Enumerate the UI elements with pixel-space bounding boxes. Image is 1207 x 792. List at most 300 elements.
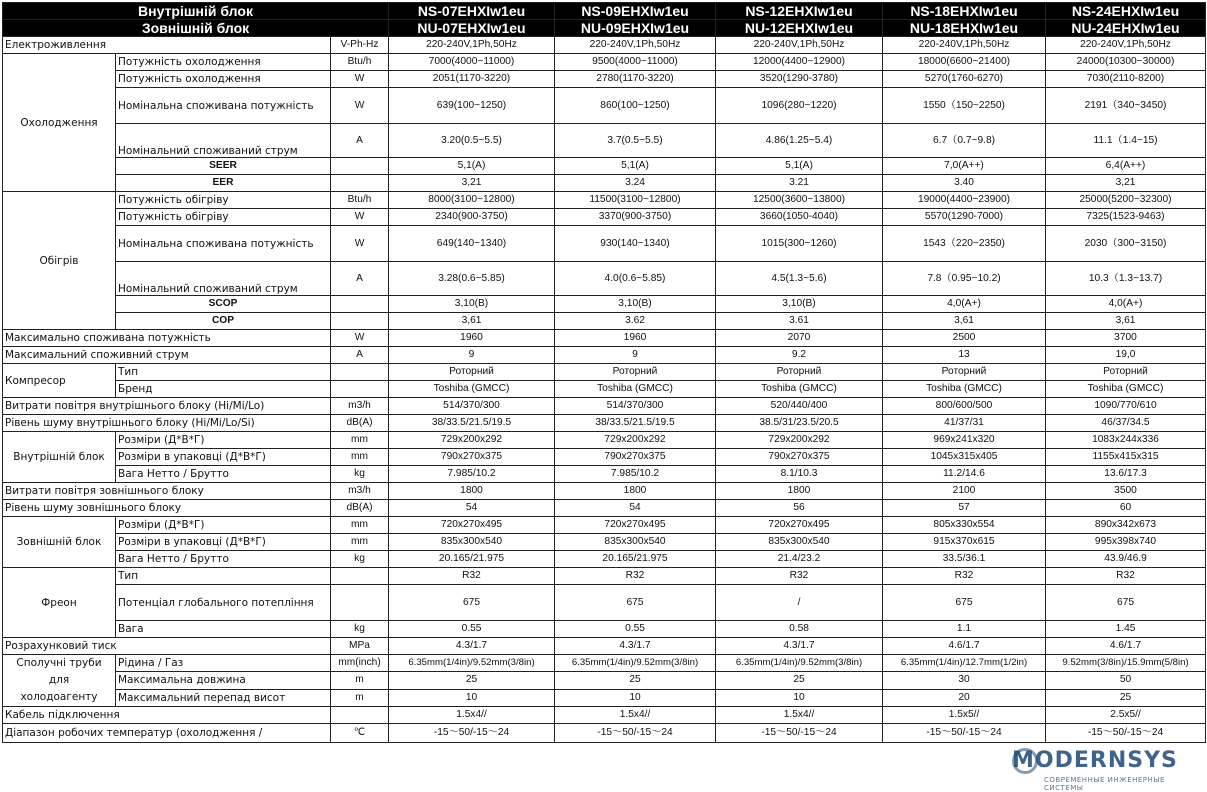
outdoor-packing-value: 835x300x540 xyxy=(555,534,716,551)
refrigerant-type-value: R32 xyxy=(883,568,1046,585)
pipe-liquid-gas-value: 9.52mm(3/8in)/15.9mm(5/8in) xyxy=(1046,655,1206,672)
design-pressure-value: 4.3/1.7 xyxy=(716,638,883,655)
cop-value: 3,61 xyxy=(883,313,1046,330)
outdoor-weight-value: 20.165/21.975 xyxy=(555,551,716,568)
cooling-rated-current-value: 3.7(0.5~5.5) xyxy=(555,124,716,158)
cooling-rated-input-value: 1096(280~1220) xyxy=(716,88,883,124)
refrigerant-weight-label: Вага xyxy=(116,621,331,638)
heating-rated-input-unit: W xyxy=(331,226,389,262)
outdoor-weight-value: 43.9/46.9 xyxy=(1046,551,1206,568)
indoor-airflow-value: 800/600/500 xyxy=(883,398,1046,415)
indoor-dimensions-value: 969x241x320 xyxy=(883,432,1046,449)
heating-rated-input-value: 1543（220~2350) xyxy=(883,226,1046,262)
outdoor-noise-row xyxy=(3,500,1206,517)
cooling-capacity-btu-value: 24000(10300~30000) xyxy=(1046,54,1206,71)
indoor-packing-value: 790x270x375 xyxy=(389,449,555,466)
indoor-weight-value: 11.2/14.6 xyxy=(883,466,1046,483)
heating-capacity-btu-value: 19000(4400~23900) xyxy=(883,192,1046,209)
pipe-max-height-row xyxy=(3,689,1206,706)
heating-rated-current-value: 3.28(0.6~5.85) xyxy=(389,262,555,296)
scop-value: 4,0(A+) xyxy=(1046,296,1206,313)
indoor-weight-value: 8.1/10.3 xyxy=(716,466,883,483)
compressor-type-value: Роторний xyxy=(555,364,716,381)
heating-rated-current-value: 4.0(0.6~5.85) xyxy=(555,262,716,296)
heating-capacity-w-unit: W xyxy=(331,209,389,226)
indoor-packing-value: 790x270x375 xyxy=(555,449,716,466)
power-supply-value: 220-240V,1Ph,50Hz xyxy=(389,37,555,54)
power-supply-value: 220-240V,1Ph,50Hz xyxy=(555,37,716,54)
indoor-dimensions-value: 729x200x292 xyxy=(555,432,716,449)
connection-cable-row xyxy=(3,707,1206,724)
heating-rated-current-label: Номінальний споживаний струм xyxy=(116,262,331,296)
design-pressure-value: 4.6/1.7 xyxy=(1046,638,1206,655)
pipe-liquid-gas-value: 6.35mm(1/4in)/9.52mm(3/8in) xyxy=(555,655,716,672)
heating-capacity-btu-label: Потужність обігріву xyxy=(116,192,331,209)
design-pressure-value: 4.3/1.7 xyxy=(555,638,716,655)
cooling-rated-input-value: 2191（340~3450) xyxy=(1046,88,1206,124)
indoor-noise-value: 38/33.5/21.5/19.5 xyxy=(389,415,555,432)
max-current-value: 9 xyxy=(389,347,555,364)
scop-label: SCOP xyxy=(116,296,331,313)
outdoor-weight-label: Вага Нетто / Брутто xyxy=(116,551,331,568)
heating-capacity-w-value: 3370(900-3750) xyxy=(555,209,716,226)
eer-value: 3.24 xyxy=(555,175,716,192)
outdoor-packing-value: 995x398x740 xyxy=(1046,534,1206,551)
indoor-noise-value: 41/37/31 xyxy=(883,415,1046,432)
refrigerant-gwp-value: 675 xyxy=(555,585,716,621)
header-indoor-row xyxy=(3,3,1206,20)
piping-group-line: холодоагенту xyxy=(20,691,98,703)
outdoor-airflow-label: Витрати повітря зовнішнього блоку xyxy=(3,483,331,500)
cooling-rated-input-label: Номінальна споживана потужність xyxy=(116,88,331,124)
outdoor-airflow-value: 1800 xyxy=(716,483,883,500)
heating-rated-current-value: 7.8（0.95~10.2) xyxy=(883,262,1046,296)
compressor-brand-value: Toshiba (GMCC) xyxy=(389,381,555,398)
indoor-noise-value: 38/33.5/21.5/19.5 xyxy=(555,415,716,432)
outdoor-packing-value: 835x300x540 xyxy=(716,534,883,551)
logo-tagline: СОВРЕМЕННЫЕ ИНЖЕНЕРНЫЕ СИСТЕМЫ xyxy=(1044,776,1165,792)
outdoor-airflow-value: 2100 xyxy=(883,483,1046,500)
max-current-value: 9.2 xyxy=(716,347,883,364)
compressor-brand-value: Toshiba (GMCC) xyxy=(716,381,883,398)
heating-capacity-w-label: Потужність обігріву xyxy=(116,209,331,226)
cooling-capacity-w-value: 5270(1760-6270) xyxy=(883,71,1046,88)
refrigerant-type-value: R32 xyxy=(716,568,883,585)
max-current-row xyxy=(3,347,1206,364)
refrigerant-type-label: Тип xyxy=(116,568,331,585)
heating-rated-input-label: Номінальна споживана потужність xyxy=(116,226,331,262)
refrigerant-weight-value: 1.45 xyxy=(1046,621,1206,638)
outdoor-packing-label: Розміри в упаковці (Д*В*Г) xyxy=(116,534,331,551)
compressor-brand-label: Бренд xyxy=(116,381,331,398)
max-current-value: 19,0 xyxy=(1046,347,1206,364)
max-power-label: Максимально споживана потужність xyxy=(3,330,331,347)
max-current-label: Максимальний споживний струм xyxy=(3,347,331,364)
indoor-airflow-value: 514/370/300 xyxy=(555,398,716,415)
max-current-value: 9 xyxy=(555,347,716,364)
refrigerant-gwp-row xyxy=(3,585,1206,621)
scop-value: 4,0(A+) xyxy=(883,296,1046,313)
heating-rated-input-row xyxy=(3,226,1206,262)
outdoor-packing-value: 915x370x615 xyxy=(883,534,1046,551)
refrigerant-weight-unit: kg xyxy=(331,621,389,638)
compressor-type-value: Роторний xyxy=(389,364,555,381)
power-supply-unit: V-Ph-Hz xyxy=(331,37,389,54)
heating-capacity-w-row xyxy=(3,209,1206,226)
indoor-model: NS-18EHXIw1eu xyxy=(883,3,1046,20)
cooling-rated-current-unit: A xyxy=(331,124,389,158)
outdoor-weight-value: 21.4/23.2 xyxy=(716,551,883,568)
eer-value: 3,21 xyxy=(1046,175,1206,192)
outdoor-dimensions-row xyxy=(3,517,1206,534)
connection-cable-value: 1.5x4// xyxy=(555,707,716,724)
power-supply-value: 220-240V,1Ph,50Hz xyxy=(716,37,883,54)
refrigerant-type-value: R32 xyxy=(389,568,555,585)
seer-value: 7,0(A++) xyxy=(883,158,1046,175)
max-power-unit: W xyxy=(331,330,389,347)
compressor-type-value: Роторний xyxy=(1046,364,1206,381)
heating-capacity-btu-row xyxy=(3,192,1206,209)
compressor-brand-unit xyxy=(331,381,389,398)
heating-capacity-w-value: 5570(1290-7000) xyxy=(883,209,1046,226)
outdoor-dimensions-value: 890x342x673 xyxy=(1046,517,1206,534)
outdoor-weight-row xyxy=(3,551,1206,568)
pipe-liquid-gas-value: 6.35mm(1/4in)/9.52mm(3/8in) xyxy=(716,655,883,672)
heating-capacity-w-value: 2340(900-3750) xyxy=(389,209,555,226)
refrigerant-weight-value: 0.58 xyxy=(716,621,883,638)
indoor-noise-value: 46/37/34.5 xyxy=(1046,415,1206,432)
outdoor-noise-value: 60 xyxy=(1046,500,1206,517)
outdoor-noise-label: Рівень шуму зовнішнього блоку xyxy=(3,500,331,517)
cop-unit xyxy=(331,313,389,330)
heating-rated-current-row xyxy=(3,262,1206,296)
indoor-dimensions-label: Розміри (Д*В*Г) xyxy=(116,432,331,449)
operating-range-unit: ℃ xyxy=(331,724,389,743)
eer-value: 3.21 xyxy=(716,175,883,192)
refrigerant-gwp-value: / xyxy=(716,585,883,621)
indoor-dimensions-value: 729x200x292 xyxy=(716,432,883,449)
indoor-noise-value: 38.5/31/23.5/20.5 xyxy=(716,415,883,432)
operating-range-row xyxy=(3,724,1206,743)
operating-range-value: -15～50/-15～24 xyxy=(555,724,716,743)
outdoor-packing-row xyxy=(3,534,1206,551)
heating-rated-current-unit: A xyxy=(331,262,389,296)
power-supply-value: 220-240V,1Ph,50Hz xyxy=(1046,37,1206,54)
outdoor-weight-unit: kg xyxy=(331,551,389,568)
heating-capacity-btu-value: 25000(5200~32300) xyxy=(1046,192,1206,209)
pipe-max-length-value: 25 xyxy=(555,672,716,689)
design-pressure-label: Розрахунковий тиск xyxy=(3,638,331,655)
eer-value: 3.40 xyxy=(883,175,1046,192)
refrigerant-weight-value: 1.1 xyxy=(883,621,1046,638)
heating-capacity-btu-value: 11500(3100~12800) xyxy=(555,192,716,209)
indoor-weight-unit: kg xyxy=(331,466,389,483)
cooling-rated-current-value: 11.1（1.4~15) xyxy=(1046,124,1206,158)
outdoor-airflow-value: 3500 xyxy=(1046,483,1206,500)
indoor-weight-label: Вага Нетто / Брутто xyxy=(116,466,331,483)
pipe-max-height-unit: m xyxy=(331,689,389,706)
max-power-row xyxy=(3,330,1206,347)
scop-value: 3,10(B) xyxy=(389,296,555,313)
refrigerant-weight-row xyxy=(3,621,1206,638)
cop-row xyxy=(3,313,1206,330)
outdoor-noise-value: 54 xyxy=(389,500,555,517)
cooling-capacity-w-label: Потужність охолодження xyxy=(116,71,331,88)
outdoor-noise-value: 54 xyxy=(555,500,716,517)
spec-table xyxy=(2,2,1206,743)
outdoor-noise-unit: dB(A) xyxy=(331,500,389,517)
cooling-rated-current-value: 4.86(1.25~5.4) xyxy=(716,124,883,158)
cooling-rated-current-row xyxy=(3,124,1206,158)
cooling-capacity-btu-value: 18000(6600~21400) xyxy=(883,54,1046,71)
indoor-dimensions-row xyxy=(3,432,1206,449)
cooling-rated-current-value: 3.20(0.5~5.5) xyxy=(389,124,555,158)
indoor-packing-label: Розміри в упаковці (Д*В*Г) xyxy=(116,449,331,466)
compressor-type-value: Роторний xyxy=(716,364,883,381)
connection-cable-value: 1.5x4// xyxy=(389,707,555,724)
cooling-capacity-btu-label: Потужність охолодження xyxy=(116,54,331,71)
indoor-airflow-row xyxy=(3,398,1206,415)
max-power-value: 2070 xyxy=(716,330,883,347)
cop-label: COP xyxy=(116,313,331,330)
scop-value: 3,10(B) xyxy=(555,296,716,313)
outdoor-packing-value: 835x300x540 xyxy=(389,534,555,551)
indoor-packing-value: 1155x415x315 xyxy=(1046,449,1206,466)
indoor-model: NS-09EHXIw1eu xyxy=(555,3,716,20)
refrigerant-gwp-value: 675 xyxy=(883,585,1046,621)
outdoor-dimensions-label: Розміри (Д*В*Г) xyxy=(116,517,331,534)
cooling-capacity-btu-value: 12000(4400~12900) xyxy=(716,54,883,71)
scop-unit xyxy=(331,296,389,313)
eer-row xyxy=(3,175,1206,192)
compressor-type-label: Тип xyxy=(116,364,331,381)
heating-capacity-btu-unit: Btu/h xyxy=(331,192,389,209)
outdoor-airflow-row xyxy=(3,483,1206,500)
connection-cable-value: 2.5x5// xyxy=(1046,707,1206,724)
indoor-dimensions-unit: mm xyxy=(331,432,389,449)
cooling-rated-input-row xyxy=(3,88,1206,124)
seer-row xyxy=(3,158,1206,175)
max-current-value: 13 xyxy=(883,347,1046,364)
cooling-group-label: Охолодження xyxy=(3,54,116,192)
logo-text: MODERNSYS xyxy=(1012,748,1178,773)
indoor-airflow-value: 514/370/300 xyxy=(389,398,555,415)
pipe-liquid-gas-label: Рідина / Газ xyxy=(116,655,331,672)
cooling-capacity-w-unit: W xyxy=(331,71,389,88)
outdoor-dimensions-value: 805x330x554 xyxy=(883,517,1046,534)
header-outdoor-row xyxy=(3,20,1206,37)
refrigerant-weight-value: 0.55 xyxy=(555,621,716,638)
connection-cable-unit xyxy=(331,707,389,724)
cooling-capacity-w-row xyxy=(3,71,1206,88)
design-pressure-row xyxy=(3,638,1206,655)
pipe-max-height-value: 10 xyxy=(389,689,555,706)
compressor-type-unit xyxy=(331,364,389,381)
design-pressure-unit: MPa xyxy=(331,638,389,655)
operating-range-label: Діапазон робочих температур (охолодження / xyxy=(3,724,331,743)
cooling-capacity-btu-row xyxy=(3,54,1206,71)
pipe-max-length-value: 25 xyxy=(389,672,555,689)
cooling-rated-input-value: 860(100~1250) xyxy=(555,88,716,124)
indoor-weight-row xyxy=(3,466,1206,483)
power-supply-label: Електроживлення xyxy=(3,37,331,54)
indoor-model: NS-24EHXIw1eu xyxy=(1046,3,1206,20)
connection-cable-value: 1.5x5// xyxy=(883,707,1046,724)
indoor-model: NS-12EHXIw1eu xyxy=(716,3,883,20)
heating-rated-input-value: 930(140~1340) xyxy=(555,226,716,262)
indoor-weight-value: 7.985/10.2 xyxy=(555,466,716,483)
cooling-rated-current-value: 6.7（0.7~9.8) xyxy=(883,124,1046,158)
header-indoor-label: Внутрішній блок xyxy=(3,3,389,20)
heating-capacity-w-value: 3660(1050-4040) xyxy=(716,209,883,226)
max-power-value: 3700 xyxy=(1046,330,1206,347)
compressor-group-label: Компресор xyxy=(3,364,116,398)
power-supply-value: 220-240V,1Ph,50Hz xyxy=(883,37,1046,54)
cooling-rated-input-value: 639(100~1250) xyxy=(389,88,555,124)
max-current-unit: A xyxy=(331,347,389,364)
outdoor-dimensions-value: 720x270x495 xyxy=(389,517,555,534)
eer-value: 3,21 xyxy=(389,175,555,192)
scop-value: 3,10(B) xyxy=(716,296,883,313)
connection-cable-label: Кабель підключення xyxy=(3,707,331,724)
piping-group-label xyxy=(3,655,116,707)
indoor-weight-value: 13.6/17.3 xyxy=(1046,466,1206,483)
indoor-airflow-value: 1090/770/610 xyxy=(1046,398,1206,415)
refrigerant-gwp-value: 675 xyxy=(389,585,555,621)
max-power-value: 1960 xyxy=(555,330,716,347)
refrigerant-weight-value: 0.55 xyxy=(389,621,555,638)
seer-value: 5,1(A) xyxy=(389,158,555,175)
cooling-rated-input-unit: W xyxy=(331,88,389,124)
compressor-brand-row xyxy=(3,381,1206,398)
compressor-type-row xyxy=(3,364,1206,381)
operating-range-value: -15～50/-15～24 xyxy=(1046,724,1206,743)
eer-label: EER xyxy=(116,175,331,192)
heating-capacity-w-value: 7325(1523-9463) xyxy=(1046,209,1206,226)
indoor-dimensions-value: 1083x244x336 xyxy=(1046,432,1206,449)
seer-label: SEER xyxy=(116,158,331,175)
indoor-model: NS-07EHXIw1eu xyxy=(389,3,555,20)
outdoor-weight-value: 33.5/36.1 xyxy=(883,551,1046,568)
seer-unit xyxy=(331,158,389,175)
indoor-noise-row xyxy=(3,415,1206,432)
pipe-max-height-label: Максимальний перепад висот xyxy=(116,689,331,706)
cooling-rated-current-label: Номінальний споживаний струм xyxy=(116,124,331,158)
pipe-max-length-value: 25 xyxy=(716,672,883,689)
heating-rated-input-value: 649(140~1340) xyxy=(389,226,555,262)
refrigerant-type-unit xyxy=(331,568,389,585)
indoor-airflow-label: Витрати повітря внутрішнього блоку (Hi/Mi/Lo) xyxy=(3,398,331,415)
outdoor-model: NU-18EHXIw1eu xyxy=(883,20,1046,37)
outdoor-noise-value: 57 xyxy=(883,500,1046,517)
outdoor-packing-unit: mm xyxy=(331,534,389,551)
cooling-capacity-w-value: 3520(1290-3780) xyxy=(716,71,883,88)
operating-range-value: -15～50/-15～24 xyxy=(883,724,1046,743)
outdoor-model: NU-07EHXIw1eu xyxy=(389,20,555,37)
modernsys-logo xyxy=(1008,746,1207,792)
design-pressure-value: 4.6/1.7 xyxy=(883,638,1046,655)
max-power-value: 1960 xyxy=(389,330,555,347)
pipe-max-length-row xyxy=(3,672,1206,689)
compressor-brand-value: Toshiba (GMCC) xyxy=(1046,381,1206,398)
connection-cable-value: 1.5x4// xyxy=(716,707,883,724)
cooling-capacity-btu-unit: Btu/h xyxy=(331,54,389,71)
heating-rated-current-value: 4.5(1.3~5.6) xyxy=(716,262,883,296)
indoor-packing-value: 1045x315x405 xyxy=(883,449,1046,466)
outdoor-noise-value: 56 xyxy=(716,500,883,517)
pipe-max-height-value: 10 xyxy=(716,689,883,706)
outdoor-airflow-value: 1800 xyxy=(389,483,555,500)
indoor-packing-unit: mm xyxy=(331,449,389,466)
heating-capacity-btu-value: 12500(3600~13800) xyxy=(716,192,883,209)
heating-rated-current-value: 10.3（1.3~13.7) xyxy=(1046,262,1206,296)
scop-row xyxy=(3,296,1206,313)
refrigerant-gwp-unit xyxy=(331,585,389,621)
outdoor-model: NU-24EHXIw1eu xyxy=(1046,20,1206,37)
refrigerant-gwp-label: Потенціал глобального потепління xyxy=(116,585,331,621)
outdoor_unit-group-label: Зовнішній блок xyxy=(3,517,116,568)
cooling-capacity-btu-value: 9500(4000~11000) xyxy=(555,54,716,71)
outdoor-dimensions-unit: mm xyxy=(331,517,389,534)
heating-rated-input-value: 1015(300~1260) xyxy=(716,226,883,262)
cooling-capacity-btu-value: 7000(4000~11000) xyxy=(389,54,555,71)
operating-range-value: -15～50/-15～24 xyxy=(389,724,555,743)
cop-value: 3.61 xyxy=(716,313,883,330)
heating-capacity-btu-value: 8000(3100~12800) xyxy=(389,192,555,209)
indoor-noise-label: Рівень шуму внутрішнього блоку (Hi/Mi/Lo/Si) xyxy=(3,415,331,432)
pipe-liquid-gas-unit: mm(inch) xyxy=(331,655,389,672)
cooling-capacity-w-value: 2780(1170-3220) xyxy=(555,71,716,88)
pipe-liquid-gas-value: 6.35mm(1/4in)/12.7mm(1/2in) xyxy=(883,655,1046,672)
refrigerant-type-value: R32 xyxy=(555,568,716,585)
cop-value: 3,61 xyxy=(389,313,555,330)
piping-group-line: Сполучні труби xyxy=(16,657,102,669)
seer-value: 5,1(A) xyxy=(716,158,883,175)
indoor-dimensions-value: 729x200x292 xyxy=(389,432,555,449)
pipe-max-length-value: 30 xyxy=(883,672,1046,689)
indoor-packing-row xyxy=(3,449,1206,466)
compressor-brand-value: Toshiba (GMCC) xyxy=(555,381,716,398)
piping-group-line: для xyxy=(48,674,70,686)
power-supply-row xyxy=(3,37,1206,54)
eer-unit xyxy=(331,175,389,192)
indoor-airflow-value: 520/440/400 xyxy=(716,398,883,415)
indoor-noise-unit: dB(A) xyxy=(331,415,389,432)
pipe-liquid-gas-row xyxy=(3,655,1206,672)
design-pressure-value: 4.3/1.7 xyxy=(389,638,555,655)
pipe-max-length-value: 50 xyxy=(1046,672,1206,689)
heating-group-label: Обігрів xyxy=(3,192,116,330)
outdoor-airflow-value: 1800 xyxy=(555,483,716,500)
indoor-airflow-unit: m3/h xyxy=(331,398,389,415)
outdoor-dimensions-value: 720x270x495 xyxy=(555,517,716,534)
outdoor-airflow-unit: m3/h xyxy=(331,483,389,500)
cooling-rated-input-value: 1550（150~2250) xyxy=(883,88,1046,124)
compressor-type-value: Роторний xyxy=(883,364,1046,381)
cop-value: 3.62 xyxy=(555,313,716,330)
refrigerant-gwp-value: 675 xyxy=(1046,585,1206,621)
cooling-capacity-w-value: 2051(1170-3220) xyxy=(389,71,555,88)
cooling-capacity-w-value: 7030(2110-8200) xyxy=(1046,71,1206,88)
indoor_unit-group-label: Внутрішній блок xyxy=(3,432,116,483)
pipe-max-length-label: Максимальна довжина xyxy=(116,672,331,689)
max-power-value: 2500 xyxy=(883,330,1046,347)
outdoor-model: NU-09EHXIw1eu xyxy=(555,20,716,37)
seer-value: 6,4(A++) xyxy=(1046,158,1206,175)
outdoor-dimensions-value: 720x270x495 xyxy=(716,517,883,534)
seer-value: 5,1(A) xyxy=(555,158,716,175)
pipe-max-height-value: 10 xyxy=(555,689,716,706)
